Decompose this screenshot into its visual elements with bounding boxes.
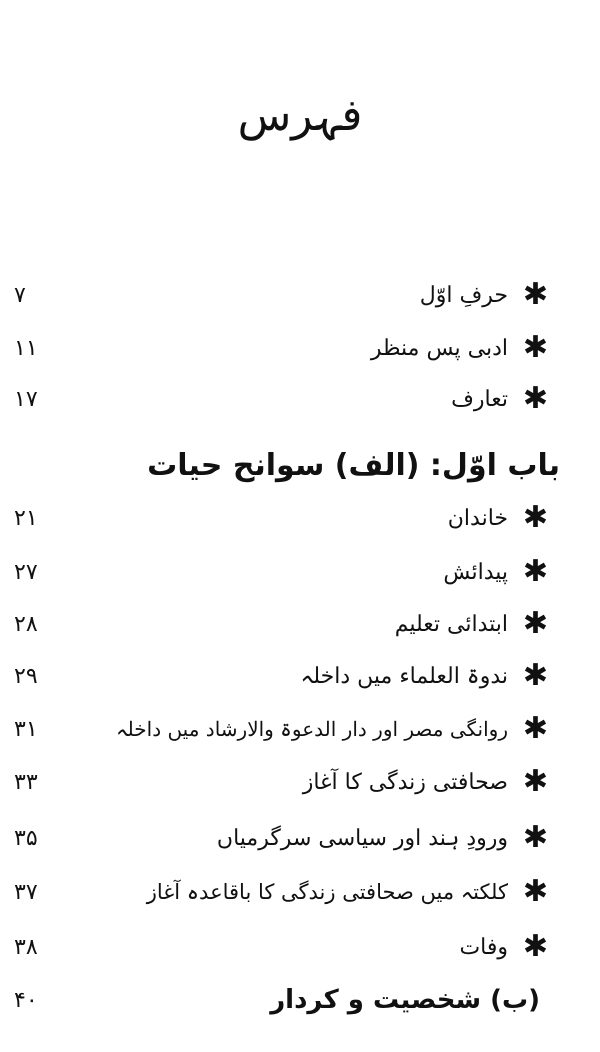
toc-entry-title: خاندان: [447, 505, 508, 531]
asterisk-icon: ✱: [522, 554, 548, 589]
toc-entry[interactable]: [0, 379, 600, 419]
toc-entry-page: ۳۵: [14, 825, 38, 851]
asterisk-icon: ✱: [522, 764, 548, 799]
asterisk-icon: ✱: [522, 874, 548, 909]
asterisk-icon: ✱: [522, 330, 548, 365]
toc-entry-title: تعارف: [451, 386, 508, 412]
toc-entry-page: ۱۱: [14, 335, 38, 361]
toc-entry-page: ۳۱: [14, 716, 38, 742]
toc-entry-title: ادبی پس منظر: [370, 335, 508, 361]
toc-entry-title: روانگی مصر اور دار الدعوۃ والارشاد میں داخلہ: [115, 717, 508, 741]
sub-section-heading: (ب) شخصیت و کردار: [270, 985, 540, 1015]
toc-entry[interactable]: [0, 872, 600, 912]
toc-entry-title: وفات: [459, 934, 508, 960]
toc-entry-page: ۲۸: [14, 611, 38, 637]
toc-entry[interactable]: [0, 927, 600, 967]
toc-entry[interactable]: [0, 498, 600, 538]
toc-entry[interactable]: [0, 604, 600, 644]
toc-entry-title: کلکتہ میں صحافتی زندگی کا باقاعدہ آغاز: [146, 880, 508, 904]
toc-entry-title: ندوۃ العلماء میں داخلہ: [300, 663, 508, 689]
toc-entry-title: ابتدائی تعلیم: [394, 611, 508, 637]
toc-entry-page: ۲۱: [14, 505, 38, 531]
toc-entry[interactable]: [0, 762, 600, 802]
page-title: فہرس: [237, 90, 363, 141]
asterisk-icon: ✱: [522, 711, 548, 746]
toc-entry-page: ۲۷: [14, 559, 38, 585]
chapter-heading-row[interactable]: [0, 442, 600, 488]
toc-entry[interactable]: [0, 709, 600, 749]
asterisk-icon: ✱: [522, 929, 548, 964]
toc-entry-page: ۲۹: [14, 663, 38, 689]
toc-entry-page: ۱۷: [14, 386, 38, 412]
toc-entry-page: ۳۷: [14, 879, 38, 905]
toc-entry[interactable]: [0, 656, 600, 696]
toc-entry[interactable]: [0, 552, 600, 592]
toc-entry-title: ورودِ ہند اور سیاسی سرگرمیاں: [216, 825, 508, 851]
toc-entry-page: ۳۸: [14, 934, 38, 960]
asterisk-icon: ✱: [522, 277, 548, 312]
toc-entry[interactable]: [0, 275, 600, 315]
toc-entry-page: ۴۰: [14, 987, 38, 1013]
toc-entry-page: ۷: [14, 282, 26, 308]
toc-entry-title: پیدائش: [443, 559, 508, 585]
toc-entry[interactable]: [0, 328, 600, 368]
asterisk-icon: ✱: [522, 606, 548, 641]
asterisk-icon: ✱: [522, 500, 548, 535]
asterisk-icon: ✱: [522, 658, 548, 693]
toc-entry-page: ۳۳: [14, 769, 38, 795]
asterisk-icon: ✱: [522, 381, 548, 416]
toc-entry-title: حرفِ اوّل: [419, 282, 508, 308]
sub-section-row[interactable]: [0, 978, 600, 1022]
toc-entry-title: صحافتی زندگی کا آغاز: [302, 769, 508, 795]
chapter-heading: باب اوّل: (الف) سوانح حیات: [147, 447, 560, 483]
toc-entry[interactable]: [0, 818, 600, 858]
asterisk-icon: ✱: [522, 820, 548, 855]
